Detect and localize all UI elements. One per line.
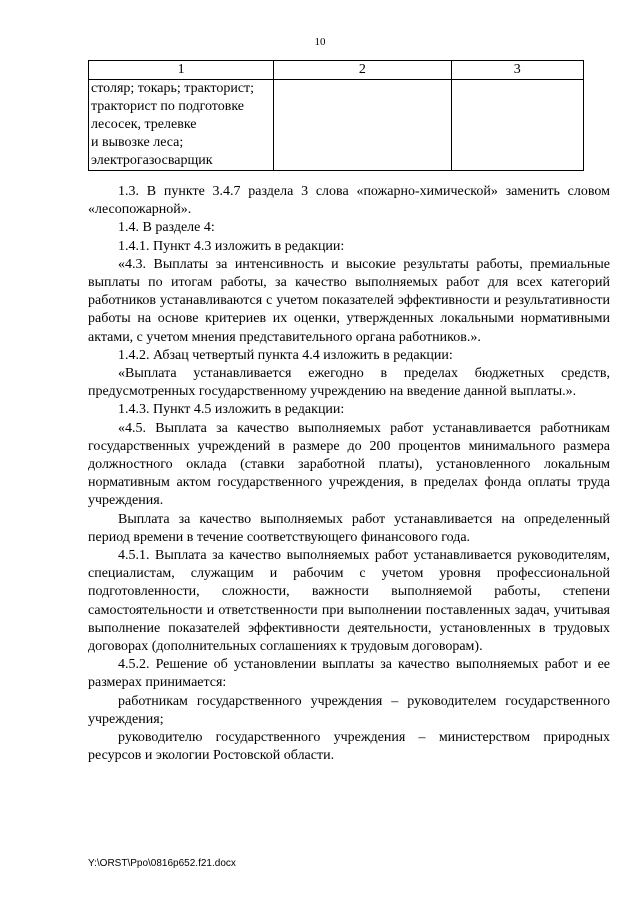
paragraph: «4.5. Выплата за качество выполняемых работ устанавливается работникам государственных учреждений в размере до 200 процентов минимального размера должностного оклада (ставки заработной платы), установленного локальным нормативным актом государственного учреждения, в пределах фонда оплаты труда учреждения. <box>88 420 610 509</box>
paragraph: 1.4.2. Абзац четвертый пункта 4.4 изложить в редакции: <box>118 347 453 363</box>
table-header-row <box>89 61 584 80</box>
paragraph: руководителю государственного учреждения – министерством природных ресурсов и экологии Ростовской области. <box>88 730 610 764</box>
file-path-footer: Y:\ORST\Ppo\0816p652.f21.docx <box>88 858 236 869</box>
table-row <box>89 80 584 171</box>
table-cell <box>274 80 451 171</box>
paragraph: работникам государственного учреждения – руководителем государственного учреждения; <box>88 693 610 727</box>
table-header-cell: 2 <box>274 61 451 80</box>
paragraph: «4.3. Выплаты за интенсивность и высокие результаты работы, премиальные выплаты по итогам работы, за качество выполняемых работ для всех категорий работников устанавливаются с учетом показателей эффективности и результативности работы на основе критериев их оценки, утвержденных локальными нормативными актами, с учетом мнения представительного органа работников.». <box>88 256 610 345</box>
table-cell: столяр; токарь; тракторист; тракторист по подготовке лесосек, трелевке и вывозке леса; электрогазосварщик <box>89 80 274 171</box>
paragraph: 4.5.1. Выплата за качество выполняемых работ устанавливается руководителям, специалистам, служащим и рабочим с учетом уровня профессиональной подготовленности, сложности, важности выполняемой работы, степени самостоятельности и ответственности при выполнении поставленных задач, учитывая выполнение показателей эффективности деятельности, установленных в трудовых договорах (дополнительных соглашениях к трудовым договорам). <box>88 548 610 655</box>
document-body <box>88 183 610 766</box>
table-header-cell: 3 <box>451 61 583 80</box>
data-table <box>88 60 584 171</box>
paragraph: 1.3. В пункте 3.4.7 раздела 3 слова «пожарно-химической» заменить словом «лесопожарной». <box>88 184 610 218</box>
paragraph: «Выплата устанавливается ежегодно в пределах бюджетных средств, предусмотренных государственному учреждению на введение данной выплаты.». <box>88 366 610 400</box>
paragraph: 1.4. В разделе 4: <box>118 220 215 236</box>
page-number: 10 <box>314 36 326 48</box>
paragraph: 1.4.3. Пункт 4.5 изложить в редакции: <box>118 402 345 418</box>
paragraph: Выплата за качество выполняемых работ устанавливается на определенный период времени в течение соответствующего финансового года. <box>88 511 610 545</box>
table-cell <box>451 80 583 171</box>
table-header-cell: 1 <box>89 61 274 80</box>
paragraph: 4.5.2. Решение об установлении выплаты за качество выполняемых работ и ее размерах принимается: <box>88 657 610 691</box>
paragraph: 1.4.1. Пункт 4.3 изложить в редакции: <box>118 238 345 254</box>
